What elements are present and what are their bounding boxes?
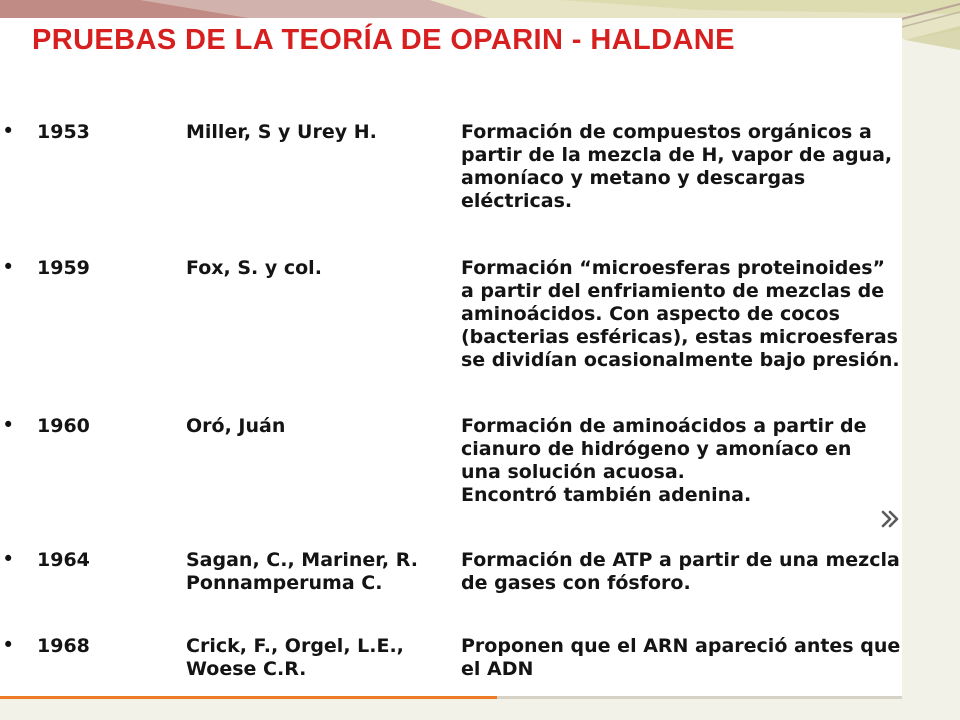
description-line: partir de la mezcla de H, vapor de agua,: [461, 144, 893, 166]
entry-year: 1959: [37, 257, 90, 279]
slide-title: PRUEBAS DE LA TEORÍA DE OPARIN - HALDANE: [32, 24, 735, 56]
entry-description: [461, 257, 901, 372]
description-line: Formación de compuestos orgánicos a: [461, 121, 872, 143]
author-line: Fox, S. y col.: [186, 257, 322, 279]
description-line: (bacterias esféricas), estas microesferas: [461, 326, 898, 348]
author-line: Miller, S y Urey H.: [186, 121, 377, 143]
entry-authors: [186, 415, 446, 438]
bottom-accent-bar: [0, 696, 497, 699]
entry-year: 1960: [37, 415, 90, 437]
description-line: Formación de aminoácidos a partir de: [461, 415, 867, 437]
description-line: aminoácidos. Con aspecto de cocos: [461, 303, 840, 325]
description-line: Formación de ATP a partir de una mezcla: [461, 549, 900, 571]
author-line: Sagan, C., Mariner, R.: [186, 549, 418, 571]
description-line: amoníaco y metano y descargas: [461, 167, 806, 189]
description-line: se dividían ocasionalmente bajo presión.: [461, 349, 900, 371]
author-line: Crick, F., Orgel, L.E.,: [186, 635, 404, 657]
entry-authors: [186, 121, 446, 144]
description-line: el ADN: [461, 658, 534, 680]
description-line: eléctricas.: [461, 190, 573, 212]
entry-description: [461, 121, 901, 213]
description-line: Formación “microesferas proteinoides”: [461, 257, 886, 279]
description-line: a partir del enfriamiento de mezclas de: [461, 280, 885, 302]
entry-description: [461, 415, 901, 507]
bullet-point: •: [2, 633, 15, 657]
description-line: Proponen que el ARN apareció antes que: [461, 635, 901, 657]
entry-year: 1964: [37, 549, 90, 571]
bullet-point: •: [2, 255, 15, 279]
entry-description: [461, 549, 901, 595]
bullet-point: •: [2, 413, 15, 437]
entry-authors: [186, 549, 446, 595]
bullet-point: •: [2, 547, 15, 571]
author-line: Woese C.R.: [186, 658, 307, 680]
double-chevron-right-icon[interactable]: [880, 509, 900, 529]
entry-description: [461, 635, 901, 681]
author-line: Oró, Juán: [186, 415, 286, 437]
description-line: una solución acuosa.: [461, 461, 685, 483]
entry-year: 1953: [37, 121, 90, 143]
description-line: Encontró también adenina.: [461, 484, 752, 506]
entry-year: 1968: [37, 635, 90, 657]
author-line: Ponnamperuma C.: [186, 572, 383, 594]
bullet-point: •: [2, 119, 15, 143]
description-line: de gases con fósforo.: [461, 572, 691, 594]
entry-authors: [186, 635, 446, 681]
entry-authors: [186, 257, 446, 280]
description-line: cianuro de hidrógeno y amoníaco en: [461, 438, 852, 460]
